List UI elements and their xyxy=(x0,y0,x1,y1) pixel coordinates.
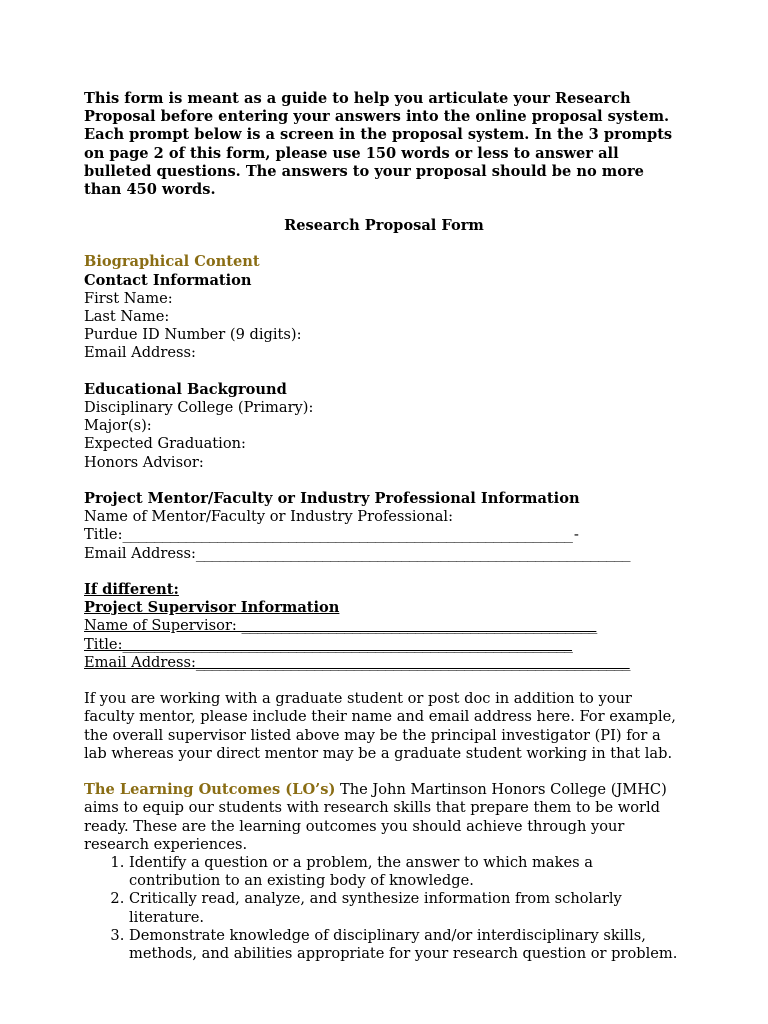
field-first-name: First Name: xyxy=(84,289,173,307)
form-title: Research Proposal Form xyxy=(284,217,484,235)
field-graduation: Expected Graduation: xyxy=(84,435,246,453)
biographical-heading: Biographical Content xyxy=(84,253,260,271)
learning-outcomes-text: The John Martinson Honors College (JMHC) aims to equip our students with research skills that prepare them to be world ready. These are the learning outcomes you should achieve through your research experiences. xyxy=(84,781,667,853)
learning-outcomes-paragraph xyxy=(84,781,684,854)
mentor-title-field xyxy=(84,526,684,544)
supervisor-title-blank: _________________________________________________________ xyxy=(122,635,573,653)
supervisor-name-field xyxy=(84,617,684,635)
learning-outcomes-heading: The Learning Outcomes (LO’s) xyxy=(84,781,336,799)
field-last-name: Last Name: xyxy=(84,308,170,326)
field-email: Email Address: xyxy=(84,344,196,362)
supervisor-title-field xyxy=(84,636,684,654)
if-different-label: If different: xyxy=(84,581,179,599)
field-honors-advisor: Honors Advisor: xyxy=(84,453,204,471)
supervisor-title-label: Title: xyxy=(84,635,123,653)
supervisor-heading: Project Supervisor Information xyxy=(84,599,340,617)
spacer xyxy=(84,672,684,690)
field-college: Disciplinary College (Primary): xyxy=(84,399,314,417)
mentor-email-field xyxy=(84,545,684,563)
learning-outcomes-list xyxy=(84,854,684,963)
document-body xyxy=(84,90,684,963)
supervisor-email-blank: _______________________________________________________ xyxy=(195,653,630,671)
intro-paragraph: This form is meant as a guide to help you articulate your Research Proposal before entering your answers into the online proposal system. Each prompt below is a screen in the proposal system. In the 3 prompts on page 2 of this form, please use 150 words or less to answer all bulleted questions. The answers to your proposal should be no more than 450 words. xyxy=(84,90,673,199)
supervisor-name-blank: _____________________________________________ xyxy=(241,617,597,635)
mentor-email-label: Email Address: xyxy=(84,544,196,562)
supervisor-email-label: Email Address: xyxy=(84,653,196,671)
supervisor-name-label: Name of Supervisor: xyxy=(84,617,242,635)
supervisor-email-field xyxy=(84,654,684,672)
mentor-name-field: Name of Mentor/Faculty or Industry Professional: xyxy=(84,508,454,526)
education-heading: Educational Background xyxy=(84,380,287,398)
spacer xyxy=(84,763,684,781)
grad-student-note: If you are working with a graduate student or post doc in addition to your faculty mentor, please include their name and email address here. For example, the overall supervisor listed above may be the principal investigator (PI) for a lab whereas your direct mentor may be a graduate student working in that lab. xyxy=(84,690,676,762)
mentor-email-blank: _______________________________________________________ xyxy=(195,544,630,562)
spacer xyxy=(84,563,684,581)
mentor-title-blank: _________________________________________________________- xyxy=(122,526,580,544)
contact-heading: Contact Information xyxy=(84,271,252,289)
spacer xyxy=(84,472,684,490)
list-item: 1. Identify a question or a problem, the answer to which makes a contribution to an existing body of knowledge. xyxy=(129,854,684,890)
list-item: 2. Critically read, analyze, and synthesize information from scholarly literature. xyxy=(129,890,684,926)
spacer xyxy=(84,363,684,381)
field-majors: Major(s): xyxy=(84,417,152,435)
list-item: 3. Demonstrate knowledge of disciplinary and/or interdisciplinary skills, methods, and abilities appropriate for your research question or problem. xyxy=(129,927,684,963)
mentor-title-label: Title: xyxy=(84,526,123,544)
mentor-heading: Project Mentor/Faculty or Industry Professional Information xyxy=(84,490,580,508)
field-purdue-id: Purdue ID Number (9 digits): xyxy=(84,326,302,344)
